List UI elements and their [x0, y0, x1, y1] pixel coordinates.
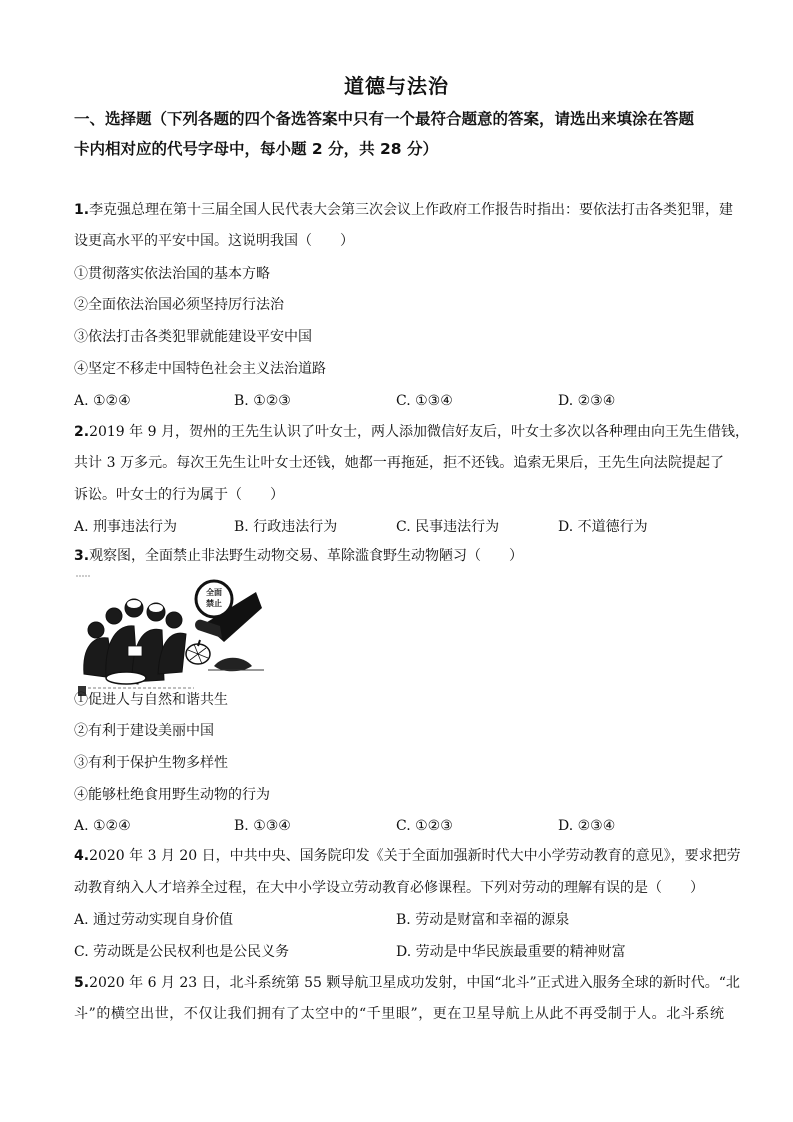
sign-text-bottom: 禁止: [206, 599, 222, 608]
question-3-item: ③有利于保护生物多样性: [74, 755, 228, 771]
question-4-number: 4.: [74, 848, 90, 864]
question-5-stem-line2: 斗”的横空出世，不仅让我们拥有了太空中的“千里眼”，更在卫星导航上从此不再受制于人。北斗系统: [74, 1006, 724, 1022]
question-4-option-c[interactable]: C. 劳动既是公民权利也是公民义务: [74, 944, 290, 960]
question-1-item: ①贯彻落实依法治国的基本方略: [74, 266, 270, 282]
question-2-stem-line2: 共计 3 万多元。每次王先生让叶女士还钱，她都一再拖延，拒不还钱。追索无果后，王先生向法院提起了: [74, 455, 724, 471]
page-title: 道德与法治: [344, 74, 449, 98]
sign-text-top: 全面: [206, 588, 222, 597]
question-1-number: 1.: [74, 202, 90, 218]
question-3-option-a[interactable]: A. ①②④: [74, 818, 131, 834]
question-2-stem-line1: 2.2019 年 9 月，贺州的王先生认识了叶女士，两人添加微信好友后，叶女士多次以各种理由向王先生借钱，: [74, 424, 749, 440]
question-1-option-a[interactable]: A. ①②④: [74, 393, 131, 409]
question-4-option-a[interactable]: A. 通过劳动实现自身价值: [74, 912, 234, 928]
question-3-item: ④能够杜绝食用野生动物的行为: [74, 787, 270, 803]
question-1-option-d[interactable]: D. ②③④: [558, 393, 616, 409]
question-1-item: ③依法打击各类犯罪就能建设平安中国: [74, 329, 312, 345]
question-5-number: 5.: [74, 975, 90, 991]
question-3-number: 3.: [74, 548, 90, 564]
question-4-stem-line2: 动教育纳入人才培养全过程，在大中小学设立劳动教育必修课程。下列对劳动的理解有误的是（ ）: [74, 880, 704, 896]
question-2-option-c[interactable]: C. 民事违法行为: [396, 519, 500, 535]
question-5-stem-line1: 5.2020 年 6 月 23 日，北斗系统第 55 颗导航卫星成功发射，中国“北斗”正式进入服务全球的新时代。“北: [74, 975, 740, 991]
question-3-option-c[interactable]: C. ①②③: [396, 818, 453, 834]
question-2-option-a[interactable]: A. 刑事违法行为: [74, 519, 178, 535]
question-1-stem-line1: 1.李克强总理在第十三届全国人民代表大会第三次会议上作政府工作报告时指出：要依法打击各类犯罪，建: [74, 202, 734, 218]
question-2-stem-line3: 诉讼。叶女士的行为属于（ ）: [74, 487, 284, 503]
question-1-item: ②全面依法治国必须坚持厉行法治: [74, 297, 284, 313]
question-4-stem-line1: 4.2020 年 3 月 20 日，中共中央、国务院印发《关于全面加强新时代大中小学劳动教育的意见》，要求把劳: [74, 848, 741, 864]
section-heading-line2: 卡内相对应的代号字母中，每小题 2 分，共 28 分）: [74, 140, 438, 158]
question-1-item: ④坚定不移走中国特色社会主义法治道路: [74, 361, 326, 377]
section-heading-line1: 一、选择题（下列各题的四个备选答案中只有一个最符合题意的答案，请选出来填涂在答题: [74, 110, 695, 128]
section-heading: [74, 104, 724, 164]
wildlife-ban-cartoon: [74, 574, 264, 702]
question-1-option-b[interactable]: B. ①②③: [234, 393, 291, 409]
question-1-stem-line2: 设更高水平的平安中国。这说明我国（ ）: [74, 233, 354, 249]
question-4-option-b[interactable]: B. 劳动是财富和幸福的源泉: [396, 912, 570, 928]
question-2-option-b[interactable]: B. 行政违法行为: [234, 519, 338, 535]
question-2-number: 2.: [74, 424, 90, 440]
question-3-item: ②有利于建设美丽中国: [74, 723, 214, 739]
question-3-option-b[interactable]: B. ①③④: [234, 818, 291, 834]
question-2-option-d[interactable]: D. 不道德行为: [558, 519, 648, 535]
question-3-stem-line1: 3.观察图，全面禁止非法野生动物交易、革除滥食野生动物陋习（ ）: [74, 548, 524, 564]
question-4-option-d[interactable]: D. 劳动是中华民族最重要的精神财富: [396, 944, 626, 960]
question-3-item: ①促进人与自然和谐共生: [74, 692, 228, 708]
question-1-option-c[interactable]: C. ①③④: [396, 393, 453, 409]
question-3-option-d[interactable]: D. ②③④: [558, 818, 616, 834]
